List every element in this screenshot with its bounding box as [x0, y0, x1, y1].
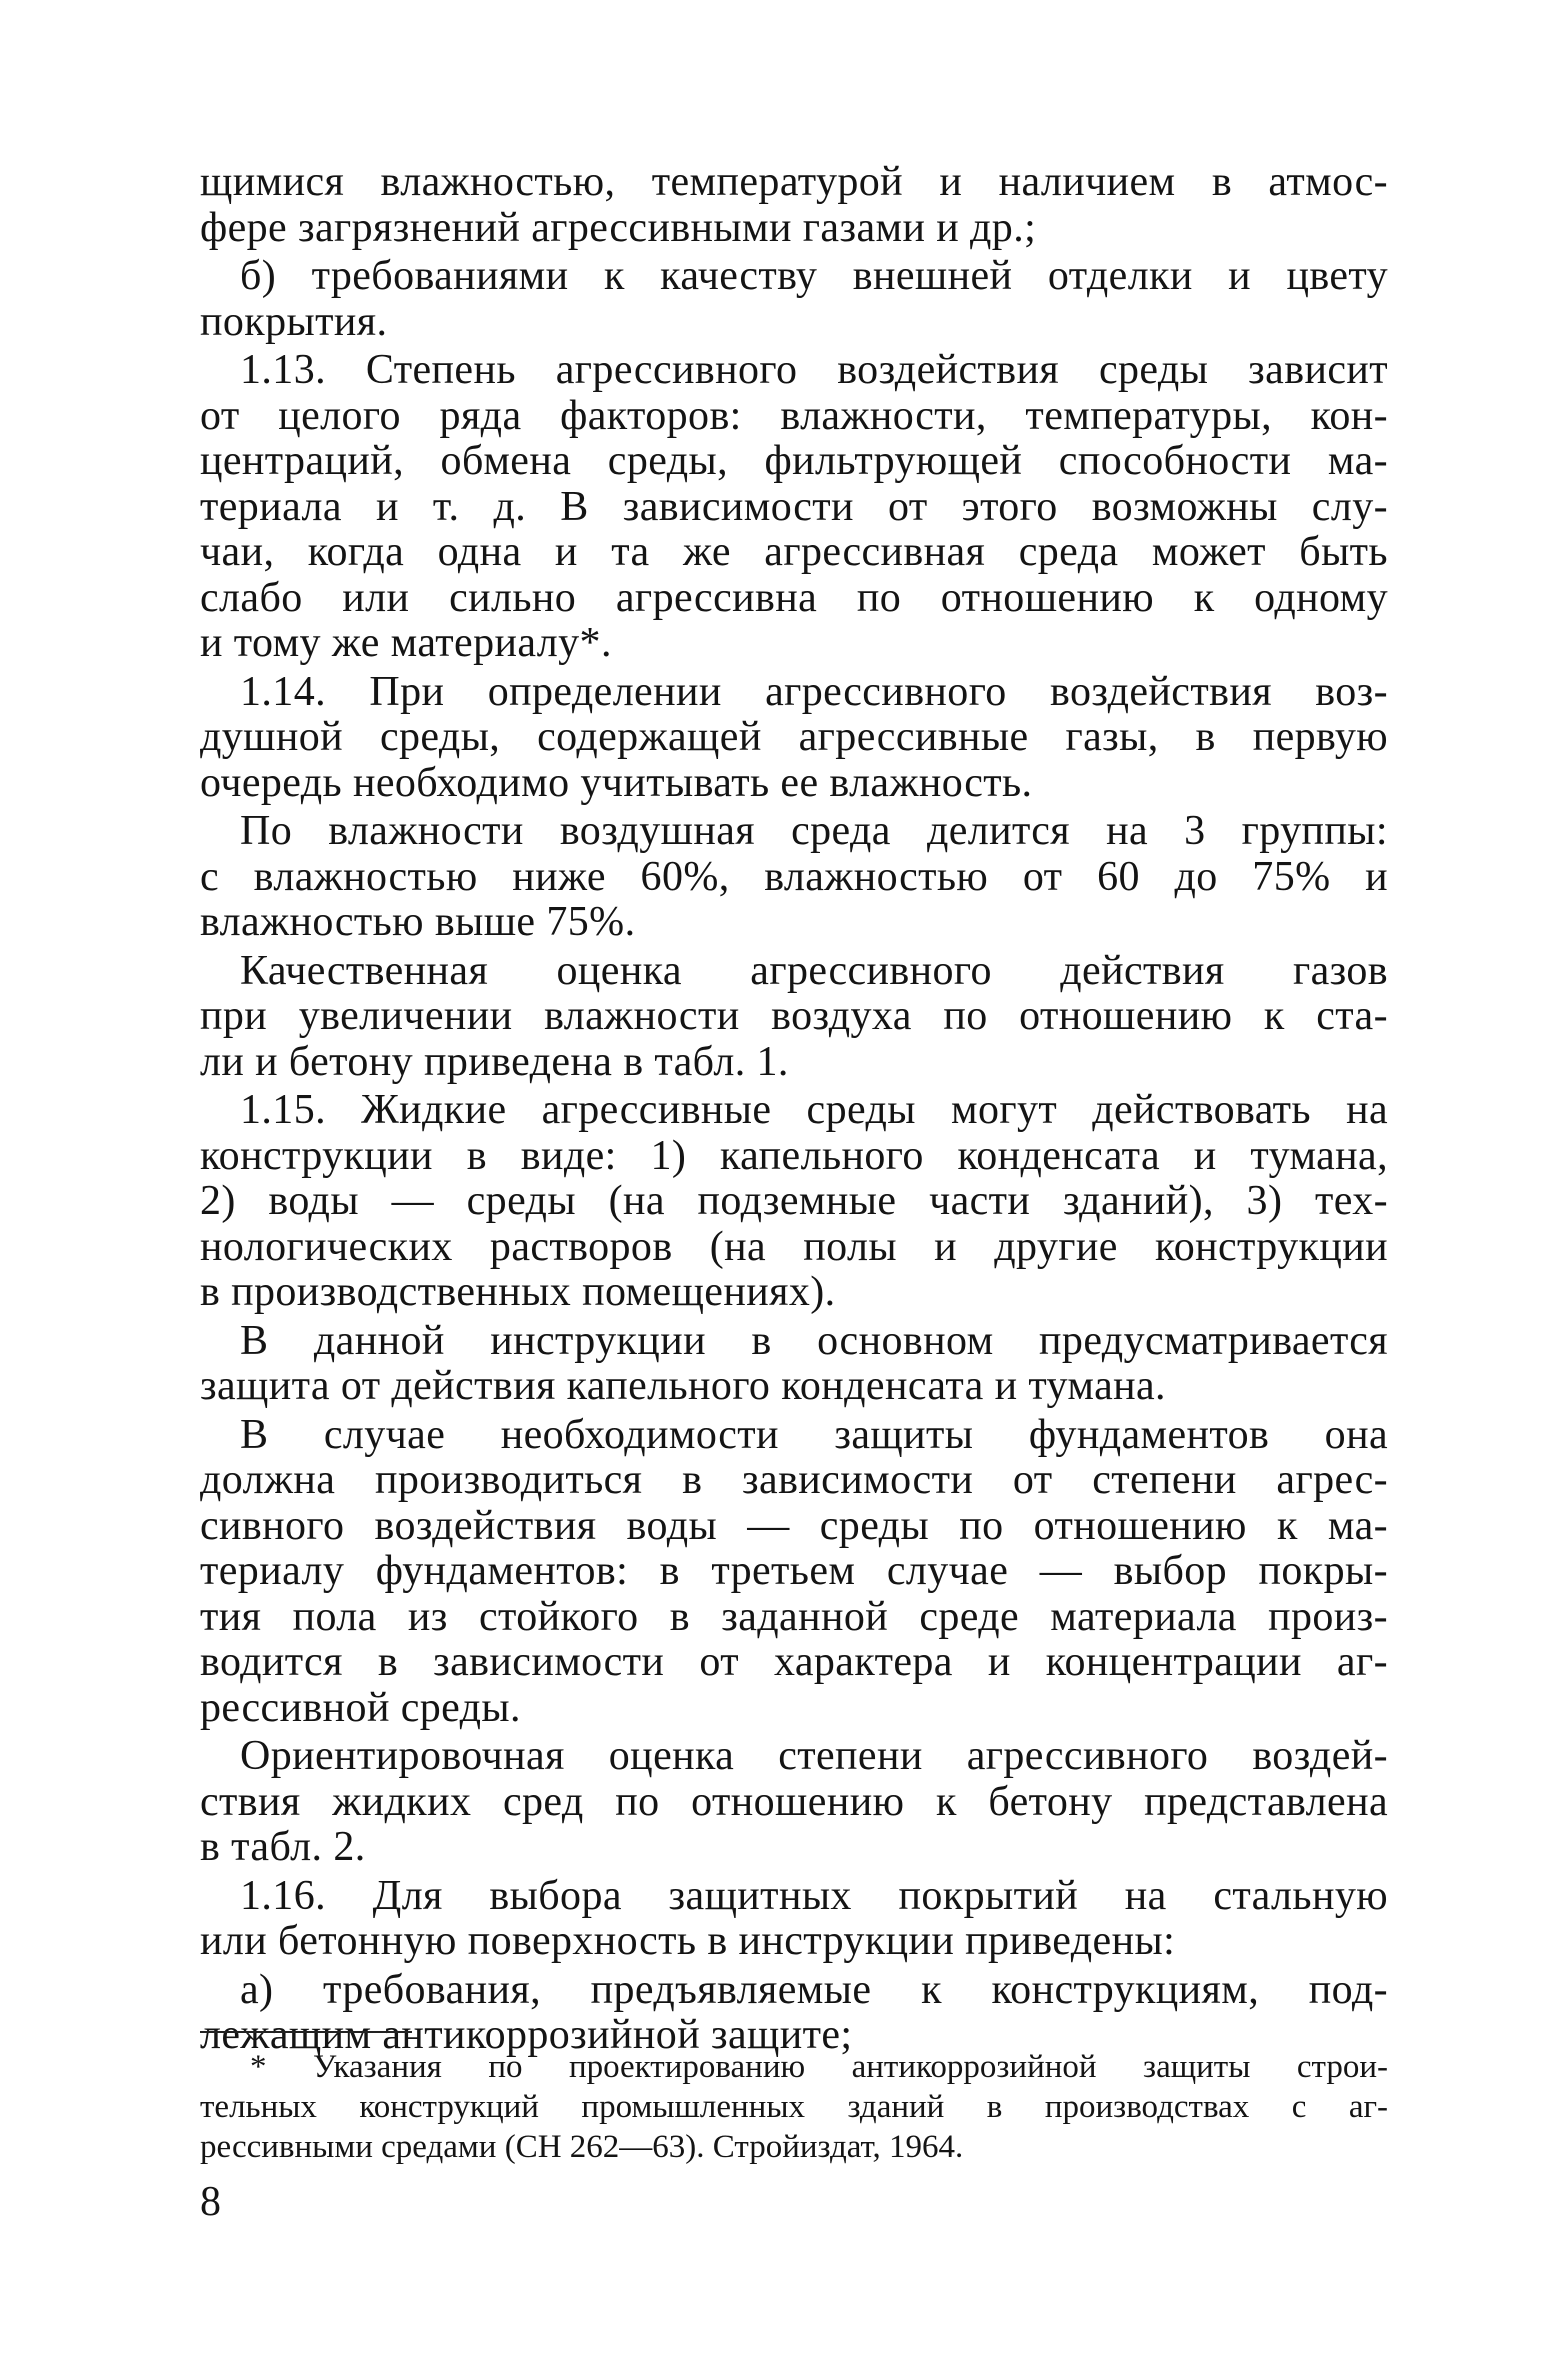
- text-line: Ориентировочная оценка степени агрессивного воздей-: [240, 1733, 1388, 1779]
- text-line: при увеличении влажности воздуха по отношению к ста-: [200, 993, 1388, 1039]
- text-line: защита от действия капельного конденсата и тумана.: [200, 1363, 1166, 1409]
- footnote-divider: [200, 2031, 412, 2033]
- text-line: с влажностью ниже 60%, влажностью от 60 до 75% и: [200, 853, 1388, 900]
- page-number: 8: [200, 2179, 221, 2225]
- section-1-16-start: 1.16. Для выбора защитных покрытий на стальную: [240, 1872, 1388, 1919]
- text-line: щимися влажностью, температурой и наличием в атмос-: [200, 159, 1388, 205]
- section-1-14-start: 1.14. При определении агрессивного воздействия воз-: [240, 668, 1388, 715]
- text-line: конструкции в виде: 1) капельного конденсата и тумана,: [200, 1132, 1388, 1179]
- section-1-13-start: 1.13. Степень агрессивного воздействия среды зависит: [240, 347, 1388, 393]
- footnote-line: * Указания по проектированию антикоррозийной защиты строи-: [250, 2049, 1388, 2085]
- text-line: тия пола из стойкого в заданной среде материала произ-: [200, 1593, 1388, 1640]
- text-line: от целого ряда факторов: влажности, температуры, кон-: [200, 392, 1388, 439]
- text-line: или бетонную поверхность в инструкции приведены:: [200, 1918, 1176, 1964]
- text-line: лежащим антикоррозийной защите;: [200, 2012, 853, 2058]
- text-line: покрытия.: [200, 298, 388, 345]
- text-line: в производственных помещениях).: [200, 1269, 836, 1315]
- text-line: и тому же материалу*.: [200, 620, 612, 666]
- text-line: ствия жидких сред по отношению к бетону представлена: [200, 1778, 1388, 1825]
- text-line: 2) воды — среды (на подземные части зданий), 3) тех-: [200, 1178, 1388, 1224]
- section-1-15-start: 1.15. Жидкие агрессивные среды могут действовать на: [240, 1087, 1388, 1133]
- text-line: териалу фундаментов: в третьем случае — выбор покры-: [200, 1548, 1388, 1594]
- text-line: а) требования, предъявляемые к конструкциям, под-: [240, 1966, 1388, 2013]
- text-line: фере загрязнений агрессивными газами и др.;: [200, 204, 1037, 251]
- text-line: очередь необходимо учитывать ее влажность.: [200, 759, 1033, 806]
- text-line: душной среды, содержащей агрессивные газы, в первую: [200, 714, 1388, 760]
- footnote-line: рессивными средами (СН 262—63). Стройиздат, 1964.: [200, 2129, 964, 2165]
- main-text: [200, 160, 1388, 2059]
- text-line: влажностью выше 75%.: [200, 899, 636, 945]
- text-line: должна производиться в зависимости от степени агрес-: [200, 1457, 1388, 1503]
- text-line: центраций, обмена среды, фильтрующей способности ма-: [200, 438, 1388, 484]
- footnote: [200, 2047, 1388, 2167]
- text-line: В случае необходимости защиты фундаментов она: [240, 1411, 1388, 1458]
- footnote-line: тельных конструкций промышленных зданий в производствах с аг-: [200, 2089, 1388, 2125]
- text-line: слабо или сильно агрессивна по отношению к одному: [200, 574, 1388, 621]
- text-line: чаи, когда одна и та же агрессивная среда может быть: [200, 529, 1388, 575]
- text-line: ли и бетону приведена в табл. 1.: [200, 1038, 789, 1085]
- text-line: водится в зависимости от характера и концентрации аг-: [200, 1639, 1388, 1685]
- text-line: По влажности воздушная среда делится на 3 группы:: [240, 808, 1388, 854]
- text-line: териала и т. д. В зависимости от этого возможны слу-: [200, 483, 1388, 530]
- text-line: в табл. 2.: [200, 1824, 366, 1870]
- text-line: сивного воздействия воды — среды по отношению к ма-: [200, 1502, 1388, 1549]
- text-line: рессивной среды.: [200, 1684, 521, 1731]
- text-line: нологических растворов (на полы и другие конструкции: [200, 1223, 1388, 1270]
- text-line: В данной инструкции в основном предусматривается: [240, 1317, 1388, 1364]
- text-line: б) требованиями к качеству внешней отделки и цвету: [240, 253, 1388, 299]
- text-line: Качественная оценка агрессивного действия газов: [240, 947, 1388, 994]
